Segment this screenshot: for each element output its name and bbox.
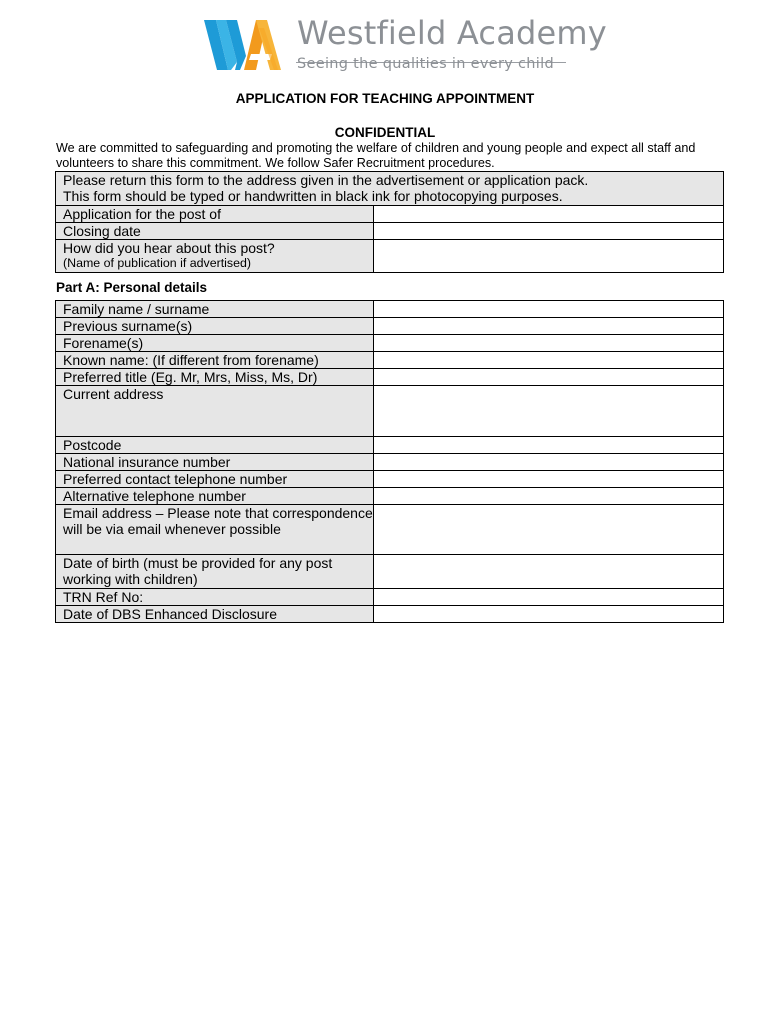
notice-line-1: Please return this form to the address given in the advertisement or application pack.: [63, 172, 589, 188]
table-row: [56, 589, 724, 606]
table-row: [56, 606, 724, 623]
forenames-input[interactable]: [374, 335, 724, 352]
email-label: Email address – Please note that correspondence will be via email whenever possible: [56, 505, 374, 555]
ni-number-label: National insurance number: [56, 454, 374, 471]
school-name: Westfield Academy: [297, 14, 607, 52]
post-label: Application for the post of: [56, 206, 374, 223]
westfield-logo: [204, 14, 607, 76]
table-row: [56, 386, 724, 437]
wa-logo-icon: [204, 18, 288, 72]
dbs-date-input[interactable]: [374, 606, 724, 623]
table-row: [56, 301, 724, 318]
dob-label: Date of birth (must be provided for any post working with children): [56, 555, 374, 589]
hear-about-label: How did you hear about this post?: [63, 240, 275, 256]
alt-phone-input[interactable]: [374, 488, 724, 505]
notice-line-2: This form should be typed or handwritten in black ink for photocopying purposes.: [63, 188, 563, 204]
previous-surname-input[interactable]: [374, 318, 724, 335]
table-row: [56, 471, 724, 488]
table-row: [56, 240, 724, 273]
previous-surname-label: Previous surname(s): [56, 318, 374, 335]
alt-phone-label: Alternative telephone number: [56, 488, 374, 505]
personal-details-table: [55, 300, 724, 623]
preferred-title-label: Preferred title (Eg. Mr, Mrs, Miss, Ms, Dr): [56, 369, 374, 386]
table-row: [56, 206, 724, 223]
table-row: [56, 488, 724, 505]
trn-input[interactable]: [374, 589, 724, 606]
page-title: APPLICATION FOR TEACHING APPOINTMENT: [235, 91, 535, 106]
known-name-label: Known name: (If different from forename): [56, 352, 374, 369]
post-details-table: [55, 171, 724, 273]
table-row: [56, 318, 724, 335]
forenames-label: Forename(s): [56, 335, 374, 352]
table-row: [56, 369, 724, 386]
post-input[interactable]: [374, 206, 724, 223]
table-row: [56, 505, 724, 555]
dbs-date-label: Date of DBS Enhanced Disclosure: [56, 606, 374, 623]
preferred-phone-input[interactable]: [374, 471, 724, 488]
known-name-input[interactable]: [374, 352, 724, 369]
closing-date-label: Closing date: [56, 223, 374, 240]
table-row: [56, 352, 724, 369]
trn-label: TRN Ref No:: [56, 589, 374, 606]
closing-date-input[interactable]: [374, 223, 724, 240]
preferred-phone-label: Preferred contact telephone number: [56, 471, 374, 488]
table-row: [56, 555, 724, 589]
preferred-title-input[interactable]: [374, 369, 724, 386]
family-name-label: Family name / surname: [56, 301, 374, 318]
ni-number-input[interactable]: [374, 454, 724, 471]
table-row: [56, 437, 724, 454]
confidential-label: CONFIDENTIAL: [334, 125, 436, 140]
current-address-input[interactable]: [374, 386, 724, 437]
postcode-input[interactable]: [374, 437, 724, 454]
hear-about-note: (Name of publication if advertised): [63, 256, 252, 270]
dob-input[interactable]: [374, 555, 724, 589]
table-row: [56, 223, 724, 240]
part-a-heading: Part A: Personal details: [56, 280, 208, 295]
table-row: [56, 454, 724, 471]
family-name-input[interactable]: [374, 301, 724, 318]
hear-about-input[interactable]: [374, 240, 724, 273]
table-row: [56, 335, 724, 352]
notice-row: [56, 172, 724, 206]
school-tagline: Seeing the qualities in every child: [297, 56, 554, 72]
postcode-label: Postcode: [56, 437, 374, 454]
current-address-label: Current address: [56, 386, 374, 437]
safeguarding-statement: We are committed to safeguarding and promoting the welfare of children and young people and expect all staff and volunteers to share this commitment. We follow Safer Recruitment procedures.: [56, 141, 696, 170]
email-input[interactable]: [374, 505, 724, 555]
